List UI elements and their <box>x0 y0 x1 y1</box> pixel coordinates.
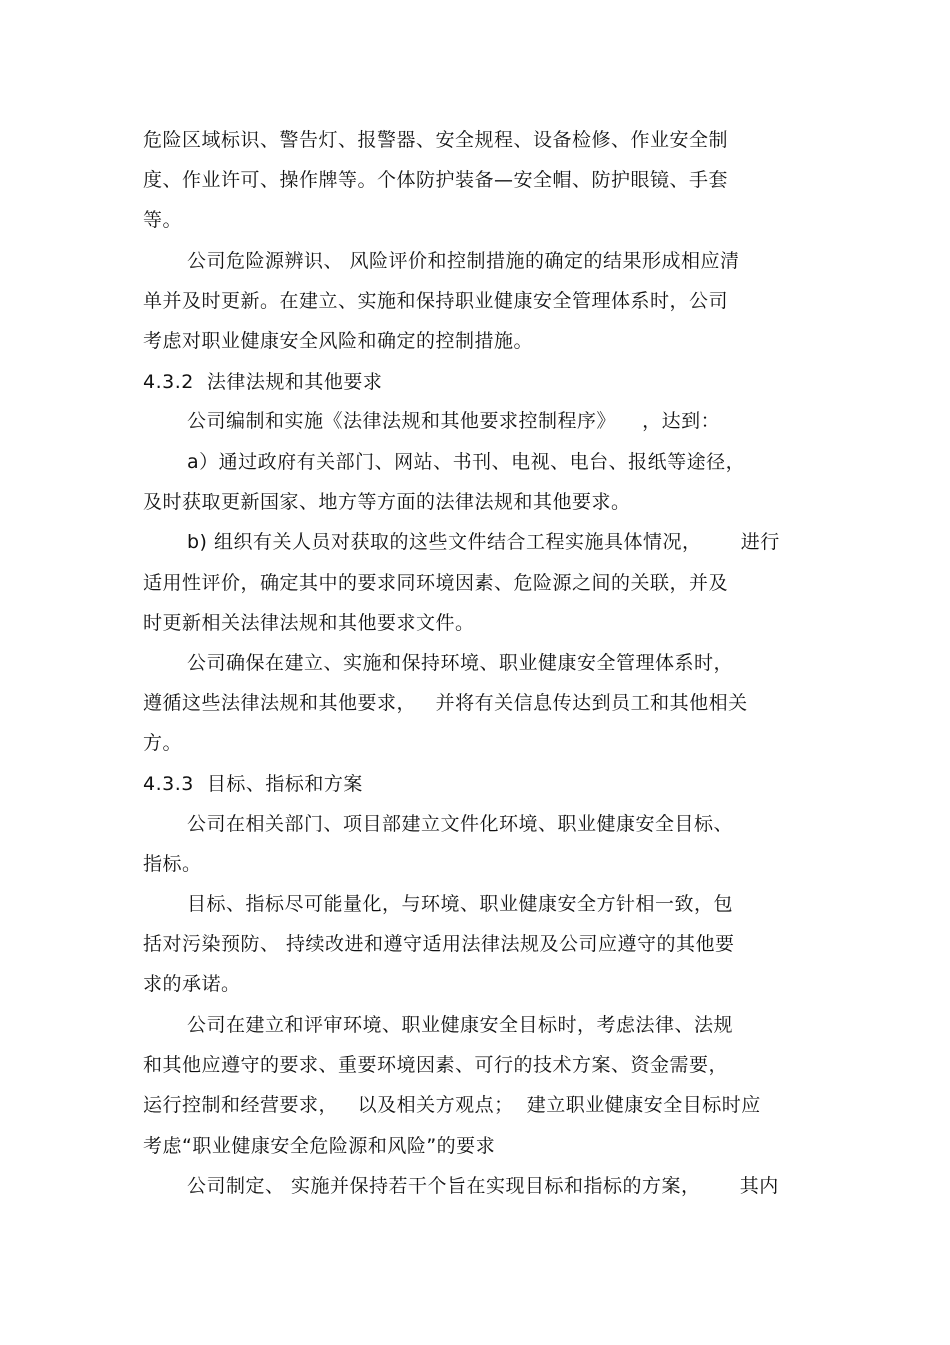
section-heading-4-3-3: 4.3.3 目标、指标和方案 <box>143 773 363 795</box>
list-item-b: b) 组织有关人员对获取的这些文件结合工程实施具体情况， 进行 <box>187 531 780 553</box>
text-line: 等。 <box>143 209 183 231</box>
text-line: 考虑对职业健康安全风险和确定的控制措施。 <box>143 330 534 352</box>
text-line: 适用性评价，确定其中的要求同环境因素、危险源之间的关联，并及 <box>143 572 729 594</box>
text-line: 遵循这些法律法规和其他要求， 并将有关信息传达到员工和其他相关 <box>143 692 748 714</box>
paragraph-start-line: 目标、指标尽可能量化，与环境、职业健康安全方针相一致，包 <box>187 893 734 915</box>
paragraph-start-line: 公司制定、 实施并保持若干个旨在实现目标和指标的方案， 其内 <box>187 1175 779 1197</box>
text-line: 括对污染预防、 持续改进和遵守适用法律法规及公司应遵守的其他要 <box>143 933 735 955</box>
text-line: 单并及时更新。在建立、实施和保持职业健康安全管理体系时，公司 <box>143 290 729 312</box>
text-line: 和其他应遵守的要求、重要环境因素、可行的技术方案、资金需要， <box>143 1054 729 1076</box>
text-line: 时更新相关法律法规和其他要求文件。 <box>143 612 475 634</box>
paragraph-start-line: 公司在相关部门、项目部建立文件化环境、职业健康安全目标、 <box>187 813 734 835</box>
list-item-a: a）通过政府有关部门、网站、书刊、电视、电台、报纸等途径， <box>187 451 746 473</box>
section-heading-4-3-2: 4.3.2 法律法规和其他要求 <box>143 371 383 393</box>
paragraph-start-line: 公司编制和实施《法律法规和其他要求控制程序》 ，达到： <box>187 410 721 432</box>
text-line: 指标。 <box>143 853 202 875</box>
text-line: 危险区域标识、警告灯、报警器、安全规程、设备检修、作业安全制 <box>143 129 729 151</box>
paragraph-start-line: 公司危险源辨识、 风险评价和控制措施的确定的结果形成相应清 <box>187 250 740 272</box>
paragraph-start-line: 公司在建立和评审环境、职业健康安全目标时，考虑法律、法规 <box>187 1014 734 1036</box>
text-line: 考虑“职业健康安全危险源和风险”的要求 <box>143 1135 496 1157</box>
text-line: 运行控制和经营要求， 以及相关方观点； 建立职业健康安全目标时应 <box>143 1094 761 1116</box>
text-line: 方。 <box>143 732 183 754</box>
text-line: 求的承诺。 <box>143 973 241 995</box>
text-line: 度、作业许可、操作牌等。个体防护装备—安全帽、防护眼镜、手套 <box>143 169 729 191</box>
text-line: 及时获取更新国家、地方等方面的法律法规和其他要求。 <box>143 491 631 513</box>
paragraph-start-line: 公司确保在建立、实施和保持环境、职业健康安全管理体系时， <box>187 652 734 674</box>
